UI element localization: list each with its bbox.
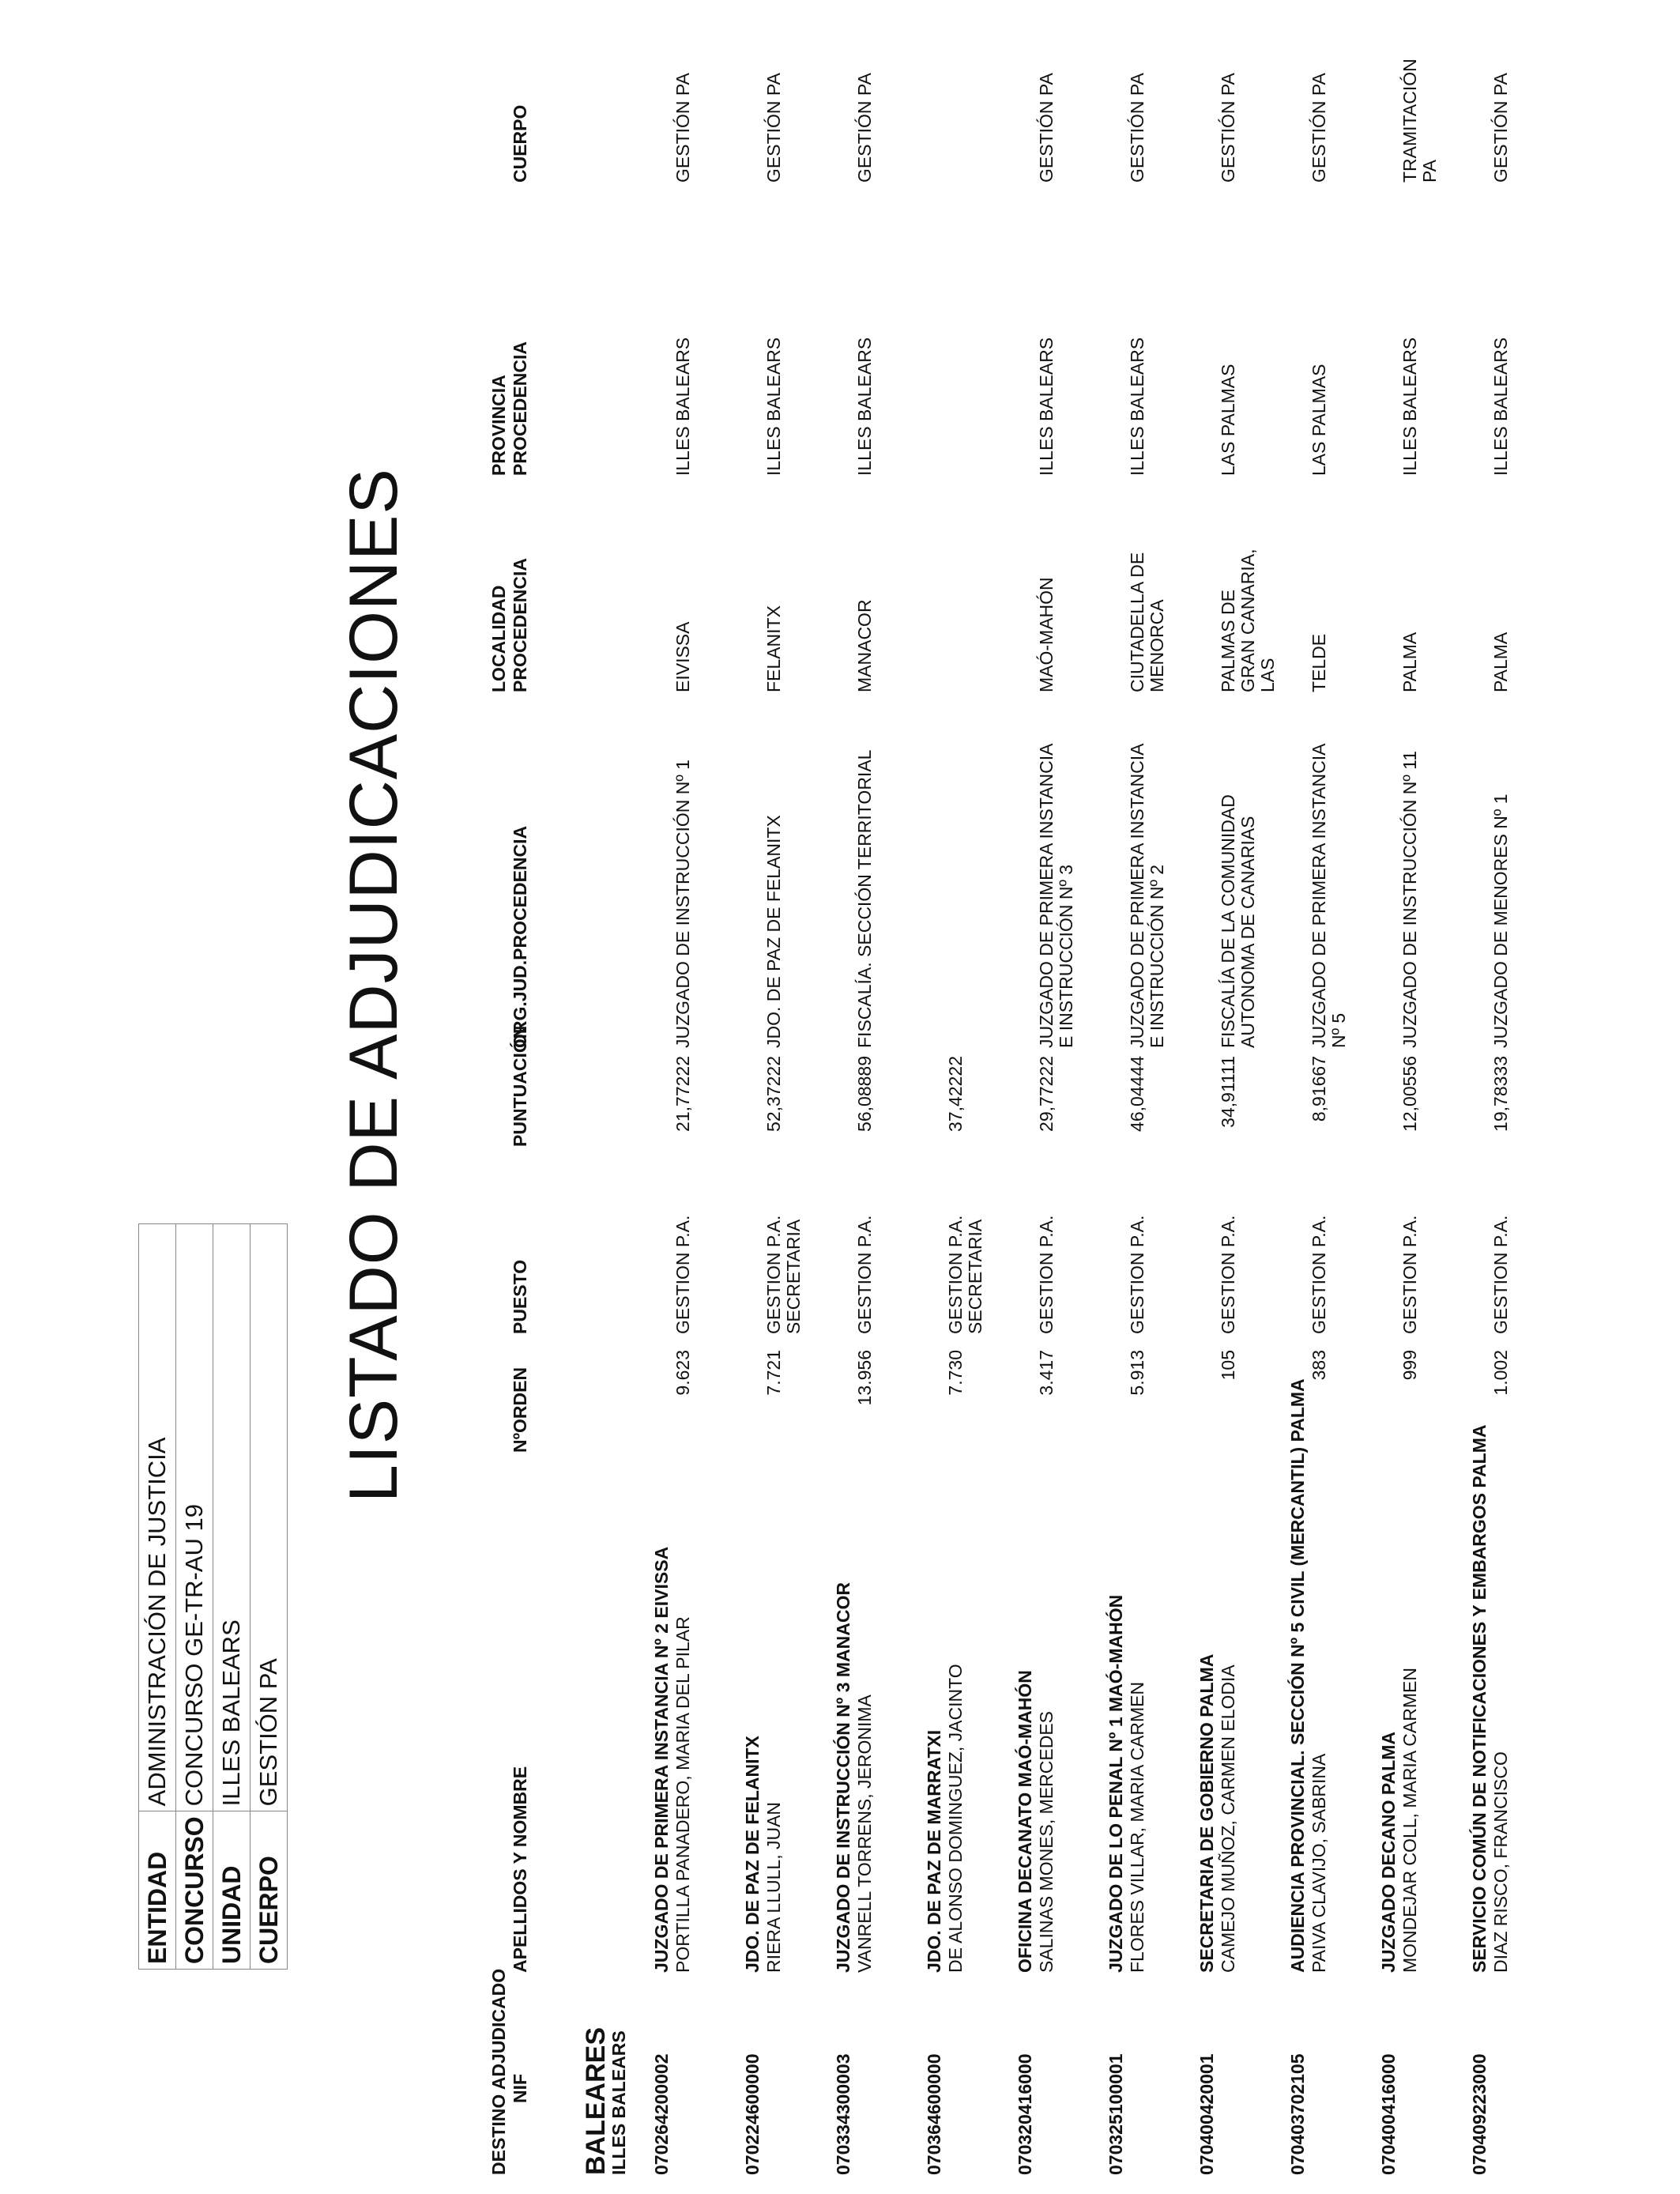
orden-cell: 105	[1218, 1350, 1238, 1381]
nombre-cell: DE ALONSO DOMINGUEZ, JACINTO	[945, 1664, 966, 1973]
nif-cell: 070320416000	[1015, 2053, 1035, 2175]
provincia-cell: ILLES BALEARS	[763, 337, 784, 476]
orden-cell: 9.623	[672, 1350, 693, 1396]
org-cell: FISCALÍA. SECCIÓN TERRITORIAL	[854, 749, 875, 1048]
nombre-cell: DIAZ RISCO, FRANCISCO	[1490, 1751, 1511, 1973]
nif-cell: 070264200002	[651, 2053, 672, 2175]
subsection-title: ILLES BALEARS	[608, 2030, 629, 2175]
localidad-cell: PALMA	[1399, 631, 1420, 692]
destino-cell: JDO. DE PAZ DE MARRATXI	[924, 1729, 944, 1973]
orden-header: NºORDEN	[510, 1367, 530, 1453]
nif-cell: 070364600000	[924, 2053, 944, 2175]
table-row	[1470, 0, 1557, 2194]
nif-cell: 070409223000	[1469, 2053, 1490, 2175]
info-row: CUERPO GESTIÓN PA	[250, 1224, 288, 1970]
nombre-cell: RIERA LLULL, JUAN	[763, 1801, 784, 1973]
localidad-header-1: LOCALIDAD	[488, 585, 509, 692]
destino-cell: JDO. DE PAZ DE FELANITX	[742, 1736, 763, 1973]
table-row	[1197, 0, 1284, 2194]
orden-cell: 5.913	[1127, 1350, 1147, 1396]
table-row	[1379, 0, 1466, 2194]
table-row	[1106, 0, 1193, 2194]
orden-cell: 7.730	[945, 1350, 966, 1396]
provincia-cell: LAS PALMAS	[1218, 364, 1238, 476]
cuerpo-cell: GESTIÓN PA	[1036, 73, 1057, 183]
localidad-cell: MANACOR	[854, 599, 875, 692]
cuerpo-cell: GESTIÓN PA	[1127, 73, 1147, 183]
localidad-cell: FELANITX	[763, 605, 784, 692]
puntuacion-cell: 21,77222	[672, 1056, 693, 1132]
puntuacion-cell: 12,00556	[1399, 1056, 1420, 1132]
destino-cell: JUZGADO DE LO PENAL Nº 1 MAÓ-MAHÓN	[1106, 1594, 1126, 1973]
puesto-cell: GESTION P.A.	[1399, 1215, 1420, 1334]
table-row	[834, 0, 921, 2194]
org-cell: JUZGADO DE PRIMERA INSTANCIA E INSTRUCCIÓN Nº 3	[1036, 744, 1076, 1048]
nif-cell: 070400420001	[1196, 2053, 1217, 2175]
cuerpo-cell: GESTIÓN PA	[672, 73, 693, 183]
table-row	[1288, 0, 1375, 2194]
org-cell: JUZGADO DE PRIMERA INSTANCIA Nº 5	[1309, 744, 1349, 1048]
org-cell: JUZGADO DE INSTRUCCIÓN Nº 1	[672, 760, 693, 1048]
nombre-cell: PAIVA CLAVIJO, SABRINA	[1309, 1753, 1329, 1973]
destino-cell: JUZGADO DE INSTRUCCIÓN Nº 3 MANACOR	[833, 1582, 853, 1973]
destino-cell: SECRETARIA DE GOBIERNO PALMA	[1196, 1653, 1217, 1973]
nif-cell: 070403702105	[1287, 2053, 1308, 2175]
puntuacion-cell: 56,08889	[854, 1056, 875, 1132]
puesto-header: PUESTO	[510, 1259, 530, 1334]
puesto-cell: GESTION P.A.	[1036, 1215, 1057, 1334]
provincia-header-1: PROVINCIA	[488, 375, 509, 476]
destino-cell: OFICINA DECANATO MAÓ-MAHÓN	[1015, 1670, 1035, 1973]
orden-cell: 999	[1399, 1350, 1420, 1381]
org-cell: JUZGADO DE INSTRUCCIÓN Nº 11	[1399, 750, 1420, 1048]
provincia-cell: ILLES BALEARS	[672, 337, 693, 476]
localidad-cell: CIUTADELLA DE MENORCA	[1127, 552, 1167, 692]
cuerpo-cell: GESTIÓN PA	[763, 73, 784, 183]
puesto-cell: GESTION P.A.	[1127, 1215, 1147, 1334]
localidad-cell: PALMA	[1490, 631, 1511, 692]
localidad-cell: TELDE	[1309, 633, 1329, 692]
provincia-cell: ILLES BALEARS	[1399, 337, 1420, 476]
provincia-cell: ILLES BALEARS	[1127, 337, 1147, 476]
cuerpo-cell: TRAMITACIÓN PA	[1399, 58, 1440, 183]
table-row	[652, 0, 739, 2194]
puesto-cell: GESTION P.A. SECRETARIA	[945, 1215, 985, 1334]
page-title: LISTADO DE ADJUDICACIONES	[336, 468, 412, 1502]
provincia-cell: ILLES BALEARS	[1490, 337, 1511, 476]
table-row	[1015, 0, 1102, 2194]
org-cell: JDO. DE PAZ DE FELANITX	[763, 815, 784, 1048]
destino-cell: SERVICIO COMÚN DE NOTIFICACIONES Y EMBARGOS PALMA	[1469, 1424, 1490, 1973]
cuerpo-cell: GESTIÓN PA	[1490, 73, 1511, 183]
provincia-cell: LAS PALMAS	[1309, 364, 1329, 476]
nombre-cell: FLORES VILLAR, MARIA CARMEN	[1127, 1681, 1147, 1973]
info-row: CONCURSO CONCURSO GE-TR-AU 19	[176, 1224, 213, 1970]
header-info-table	[138, 1223, 288, 1970]
puesto-cell: GESTION P.A.	[1490, 1215, 1511, 1334]
orden-cell: 1.002	[1490, 1350, 1511, 1396]
org-cell: JUZGADO DE MENORES Nº 1	[1490, 794, 1511, 1048]
puesto-cell: GESTION P.A.	[854, 1215, 875, 1334]
localidad-cell: PALMAS DE GRAN CANARIA, LAS	[1218, 548, 1278, 692]
provincia-cell: ILLES BALEARS	[854, 337, 875, 476]
orden-cell: 383	[1309, 1350, 1329, 1381]
destino-cell: JUZGADO DECANO PALMA	[1378, 1732, 1399, 1973]
nombre-header: APELLIDOS Y NOMBRE	[510, 1766, 530, 1973]
nombre-cell: PORTILLA PANADERO, MARIA DEL PILAR	[672, 1616, 693, 1973]
provincia-header-2: PROCEDENCIA	[510, 341, 530, 476]
section-title: BALEARES	[581, 2026, 611, 2175]
org-cell: JUZGADO DE PRIMERA INSTANCIA E INSTRUCCIÓN Nº 2	[1127, 744, 1167, 1048]
cuerpo-header: CUERPO	[510, 104, 530, 183]
destino-header: DESTINO ADJUDICADO	[488, 1968, 509, 2175]
orden-cell: 7.721	[763, 1350, 784, 1396]
puesto-cell: GESTION P.A. SECRETARIA	[763, 1215, 804, 1334]
nif-cell: 070325100001	[1106, 2053, 1126, 2175]
nombre-cell: VANRELL TORRENS, JERONIMA	[854, 1695, 875, 1973]
puntuacion-cell: 8,91667	[1309, 1056, 1329, 1122]
nif-cell: 070334300003	[833, 2053, 853, 2175]
puntuacion-header: PUNTUACIÓN	[510, 1025, 530, 1147]
puesto-cell: GESTION P.A.	[672, 1215, 693, 1334]
table-row	[925, 0, 1011, 2194]
puntuacion-cell: 19,78333	[1490, 1056, 1511, 1132]
orden-cell: 3.417	[1036, 1350, 1057, 1396]
orden-cell: 13.956	[854, 1350, 875, 1406]
nombre-cell: SALINAS MONES, MERCEDES	[1036, 1710, 1057, 1973]
org-header: ORG.JUD.PROCEDENCIA	[510, 825, 530, 1048]
nombre-cell: CAMEJO MUÑOZ, CARMEN ELODIA	[1218, 1664, 1238, 1973]
nombre-cell: MONDEJAR COLL, MARIA CARMEN	[1399, 1668, 1420, 1973]
cuerpo-cell: GESTIÓN PA	[854, 73, 875, 183]
puntuacion-cell: 37,42222	[945, 1056, 966, 1132]
puntuacion-cell: 29,77222	[1036, 1056, 1057, 1132]
puesto-cell: GESTION P.A.	[1218, 1215, 1238, 1334]
nif-header: NIF	[510, 2073, 530, 2103]
info-row: ENTIDAD ADMINISTRACIÓN DE JUSTICIA	[139, 1224, 176, 1970]
cuerpo-cell: GESTIÓN PA	[1309, 73, 1329, 183]
puntuacion-cell: 46,04444	[1127, 1056, 1147, 1132]
localidad-header-2: PROCEDENCIA	[510, 558, 530, 692]
nif-cell: 070224600000	[742, 2053, 763, 2175]
localidad-cell: EIVISSA	[672, 621, 693, 692]
provincia-cell: ILLES BALEARS	[1036, 337, 1057, 476]
localidad-cell: MAÓ-MAHÓN	[1036, 577, 1057, 692]
info-row: UNIDAD ILLES BALEARS	[213, 1224, 250, 1970]
nif-cell: 070400416000	[1378, 2053, 1399, 2175]
org-cell: FISCALÍA DE LA COMUNIDAD AUTONOMA DE CANARIAS	[1218, 794, 1258, 1048]
puntuacion-cell: 52,37222	[763, 1056, 784, 1132]
destino-cell: AUDIENCIA PROVINCIAL. SECCIÓN Nº 5 CIVIL (MERCANTIL) PALMA	[1287, 1378, 1308, 1973]
table-row	[743, 0, 830, 2194]
puntuacion-cell: 34,91111	[1218, 1056, 1238, 1128]
destino-cell: JUZGADO DE PRIMERA INSTANCIA Nº 2 EIVISSA	[651, 1546, 672, 1973]
cuerpo-cell: GESTIÓN PA	[1218, 73, 1238, 183]
puesto-cell: GESTION P.A.	[1309, 1215, 1329, 1334]
